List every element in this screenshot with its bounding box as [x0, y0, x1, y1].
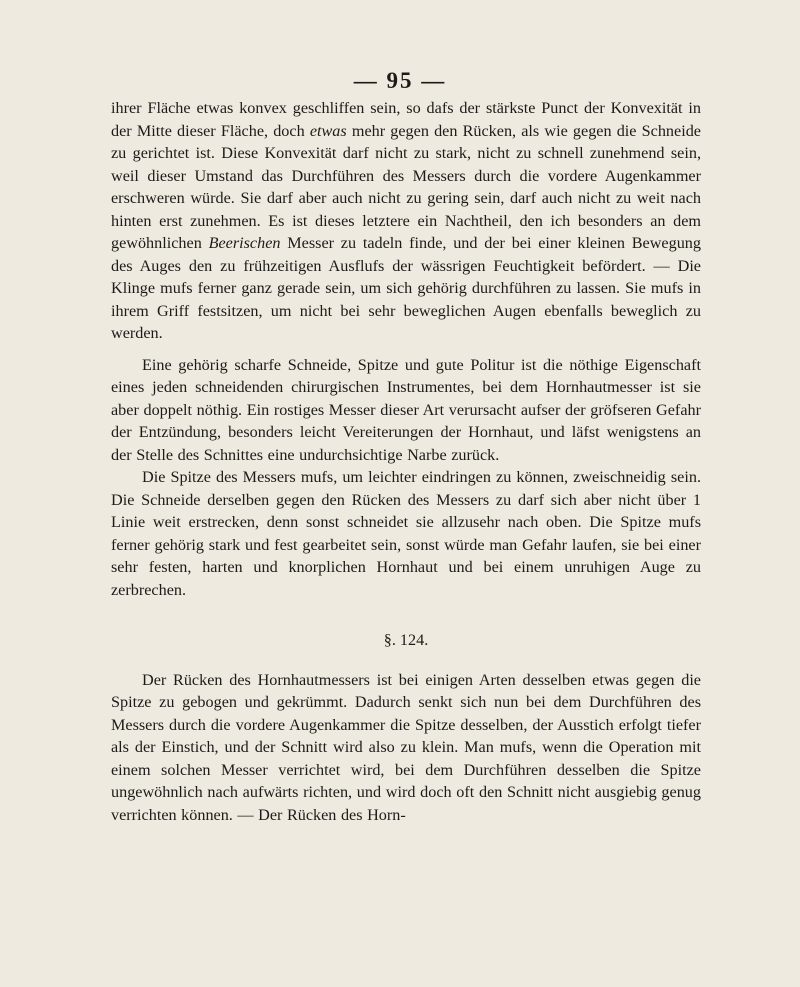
paragraph-sharpness: Eine gehörig scharfe Schneide, Spitze und gute Politur ist die nöthige Eigenschaft eines jeden schneidenden chirurgischen Instrumentes, bei dem Hornhautmesser ist sie aber doppelt nöthig. Ein rostiges Messer dieser Art verursacht aufser der gröfseren Gefahr der Entzündung, besonders leicht Vereiterungen der Hornhaut, und läfst wenigstens an der Stelle des Schnittes eine undurchsichtige Narbe zurück. [111, 355, 701, 464]
text-run: ihrer Fläche etwas konvex geschliffen sein, so dafs der stärkste Punct der Konvexität in der Mitte dieser Fläche, doch [111, 99, 701, 140]
page-text [111, 97, 701, 826]
paragraph-convexity [111, 97, 701, 345]
paragraph-back: Der Rücken des Hornhautmessers ist bei einigen Arten desselben etwas gegen die Spitze zu gebogen und gekrümmt. Dadurch senkt sich nun bei dem Durchführen des Messers durch die vordere Augenkammer die Spitze desselben, der Ausstich erfolgt tiefer als der Einstich, und der Schnitt wird also zu klein. Man mufs, wenn die Operation mit einem solchen Messer verrichtet wird, bei dem Durchführen desselben die Spitze ungewöhnlich nach aufwärts richten, und wird doch oft den Schnitt nicht ausgiebig genug verrichten können. — Der Rücken des Horn- [111, 670, 701, 824]
italic-word: etwas [309, 121, 347, 140]
text-run: Messer zu tadeln finde, und der bei einer kleinen Bewegung des Auges den zu frühzeitigen Ausflufs der wässrigen Feuchtigkeit befördert. — Die Klinge mufs ferner ganz gerade sein, um sich gehörig durchführen zu lassen. Sie mufs in ihrem Griff festsitzen, um nicht bei sehr beweglichen Augen ebenfalls beweglich zu werden. [111, 234, 701, 342]
page-number: — 95 — [353, 68, 447, 93]
text-run: mehr gegen den Rücken, als wie gegen die Schneide zu gerichtet ist. Diese Konvexität darf nicht zu stark, nicht zu schnell zunehmend sein, weil dieser Umstand das Durchführen des Messers durch die vordere Augenkammer erschweren würde. Sie darf aber auch nicht zu gering sein, darf auch nicht zu weit nach hinten erst zunehmen. Es ist dieses letztere ein Nachtheil, den ich besonders an dem gewöhnlichen [111, 121, 701, 252]
italic-name: Beerischen [208, 234, 281, 252]
paragraph-tip: Die Spitze des Messers mufs, um leichter eindringen zu können, zweischneidig sein. Die Schneide derselben gegen den Rücken des Messers zu darf sich aber nicht über 1 Linie weit erstrecken, denn sonst schneidet sie allzusehr nach oben. Die Spitze mufs ferner gehörig stark und fest gearbeitet sein, sonst würde man Gefahr laufen, sie bei einer sehr festen, harten und knorplichen Hornhaut und bei einem unruhigen Auge zu zerbrechen. [111, 468, 701, 599]
section-heading: §. 124. [383, 631, 429, 649]
